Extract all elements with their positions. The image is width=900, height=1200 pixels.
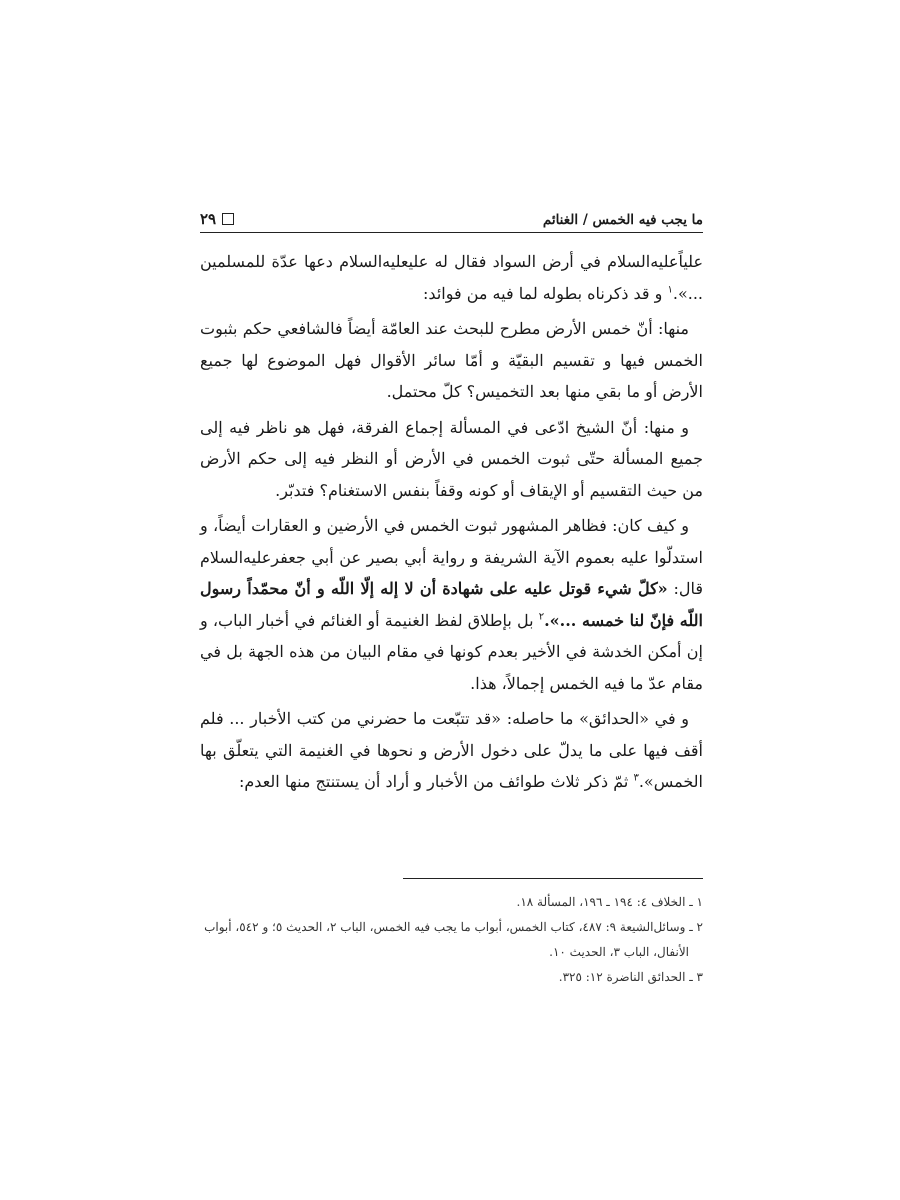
paragraph-3: و منها: أنّ الشيخ ادّعى في المسألة إجماع الفرقة، فهل هو ناظر فيه إلى جميع المسألة حتّى ثبوت الخمس في الأرض أو النظر فيه إلى حكم الأرض من حيث التقسيم أو الإيقاف أو كونه وقفاً بنفس الاستغنام؟ فتدبّر. — [200, 417, 703, 500]
paragraph-5 — [200, 703, 703, 798]
book-page — [200, 198, 703, 998]
paragraph-1-tail: و قد ذكرناه بطوله لما فيه من فوائد: — [423, 283, 668, 303]
footnote-ref-3: ٣ — [633, 772, 639, 784]
square-box-icon — [222, 213, 234, 225]
paragraph-4-tail: بل بإطلاق لفظ الغنيمة أو الغنائم في أخبار الباب، و إن أمكن الخدشة في الأخير بعدم كونها في مقام البيان من هذه الجهة بل في مقام عدّ ما فيه الخمس إجمالاً، هذا. — [200, 610, 704, 693]
page-number-block — [200, 210, 234, 228]
footnotes — [200, 890, 703, 990]
body-text — [200, 246, 703, 802]
footnote-divider — [403, 878, 703, 879]
paragraph-4-text: و كيف كان: فظاهر المشهور ثبوت الخمس في الأرضين و العقارات أيضاً، و استدلّوا عليه بعموم الآية الشريفة و رواية أبي بصير عن أبي جعفرعليه‌السلام قال: — [200, 516, 704, 598]
footnote-2: ٢ ـ وسائل‌الشيعة ٩: ٤٨٧، كتاب الخمس، أبواب ما يجب فيه الخمس، الباب ٢، الحديث ٥؛ و ٥٤٢، أبواب — [204, 920, 703, 934]
hadith-quote: «كلّ شيء قوتل عليه على شهادة أن لا إله إلّا اللّه و أنّ محمّداً رسول اللّه فإنّ لنا خمسه ...». — [200, 579, 704, 630]
paragraph-1-text: علياًعليه‌السلام في أرض السواد فقال له عليعليه‌السلام دعها عدّة للمسلمين ...». — [200, 252, 703, 303]
footnote-2-continued: الأنفال، الباب ٣، الحديث ١٠. — [549, 945, 689, 959]
page-header — [200, 198, 703, 233]
paragraph-4 — [200, 510, 703, 699]
running-title: ما يجب فيه الخمس / الغنائم — [542, 212, 703, 228]
paragraph-1 — [200, 246, 703, 309]
paragraph-2: منها: أنّ خمس الأرض مطرح للبحث عند العامّة أيضاً فالشافعي حكم بثبوت الخمس فيها و تقسيم البقيّة و أمّا سائر الأقوال فهل الموضوع لها جميع الأرض أو ما بقي منها بعد التخميس؟ كلّ محتمل. — [200, 319, 703, 401]
paragraph-5-text: و في «الحدائق» ما حاصله: «قد تتبّعت ما حضرني من كتب الأخبار ... فلم أقف فيها على ما يدلّ على دخول الأرض و نحوها في الغنيمة التي يتعلّق بها الخمس». — [200, 709, 703, 791]
footnote-ref-2: ٢ — [538, 611, 545, 623]
footnote-3: ٣ ـ الحدائق الناضرة ١٢: ٣٢٥. — [558, 970, 703, 984]
footnote-1: ١ ـ الخلاف ٤: ١٩٤ ـ ١٩٦، المسألة ١٨. — [516, 895, 703, 909]
page-number: ٢٩ — [200, 210, 217, 228]
paragraph-5-tail: ثمّ ذكر ثلاث طوائف من الأخبار و أراد أن يستنتج منها العدم: — [239, 772, 634, 791]
footnote-ref-1: ١ — [667, 284, 673, 296]
